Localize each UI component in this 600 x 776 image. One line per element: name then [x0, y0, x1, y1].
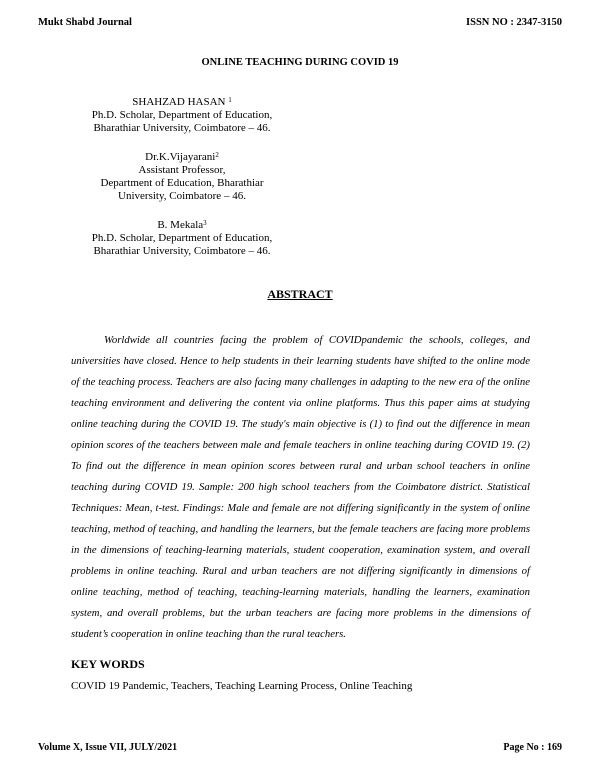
journal-name: Mukt Shabd Journal [38, 17, 132, 28]
author-block-1 [72, 96, 292, 135]
author-name: Dr.K.Vijayarani$^2$ [145, 151, 219, 163]
author-affiliation-line: Bharathiar University, Coimbatore – 46. [93, 245, 271, 257]
volume-issue: Volume X, Issue VII, JULY/2021 [38, 742, 178, 753]
author-name: B. Mekala$^3$ [157, 219, 207, 231]
author-affiliation-line: Department of Education, Bharathiar [100, 177, 264, 189]
author-affiliation-line: Ph.D. Scholar, Department of Education, [91, 232, 273, 244]
author-name: SHAHZAD HASAN $^1$ [132, 96, 232, 108]
author-affiliation-line: Bharathiar University, Coimbatore – 46. [93, 122, 271, 134]
abstract-text: Worldwide all countries facing the problem of COVIDpandemic the schools, colleges, and universities have closed. Hence to help students in their learning students have shifted to the online mode of the teaching process. Teachers are also facing many challenges in adapting to the new era of the online teaching environment and delivering the content via online platforms. Thus this paper aims at studying online teaching during the COVID 19. The study's main objective is (1) to find out the difference in mean opinion scores of the teachers between male and female teachers in online teaching during COVID 19. (2) To find out the difference in mean opinion scores between rural and urban school teachers in online teaching during COVID 19. Sample: 200 high school teachers from the Coimbatore district. Statistical Techniques: Mean, t-test. Findings: Male and female are not differing significantly in the system of online teaching, method of teaching, and handling the learners, but the female teachers are facing more problems in the dimensions of teaching-learning materials, student cooperation, examination system, and overall problems in online teaching. Rural and urban teachers are not differing significantly in dimensions of online teaching, method of teaching, teaching-learning materials, handling the learners, examination system, and overall problems, but the urban teachers are facing more problems in the dimensions of student’s cooperation in online teaching than the rural teachers. [71, 334, 530, 640]
paper-title: ONLINE TEACHING DURING COVID 19 [201, 57, 399, 68]
keywords-text: COVID 19 Pandemic, Teachers, Teaching Learning Process, Online Teaching [71, 680, 413, 692]
page-number: Page No : 169 [503, 742, 562, 753]
author-affiliation-line: University, Coimbatore – 46. [118, 190, 246, 202]
keywords-heading: KEY WORDS [71, 657, 145, 671]
abstract-heading: ABSTRACT [267, 287, 333, 301]
author-affiliation-line: Assistant Professor, [138, 164, 226, 176]
author-block-3 [72, 219, 292, 258]
issn-number: ISSN NO : 2347-3150 [466, 17, 562, 28]
author-block-2 [72, 151, 292, 203]
author-affiliation-line: Ph.D. Scholar, Department of Education, [91, 109, 273, 121]
